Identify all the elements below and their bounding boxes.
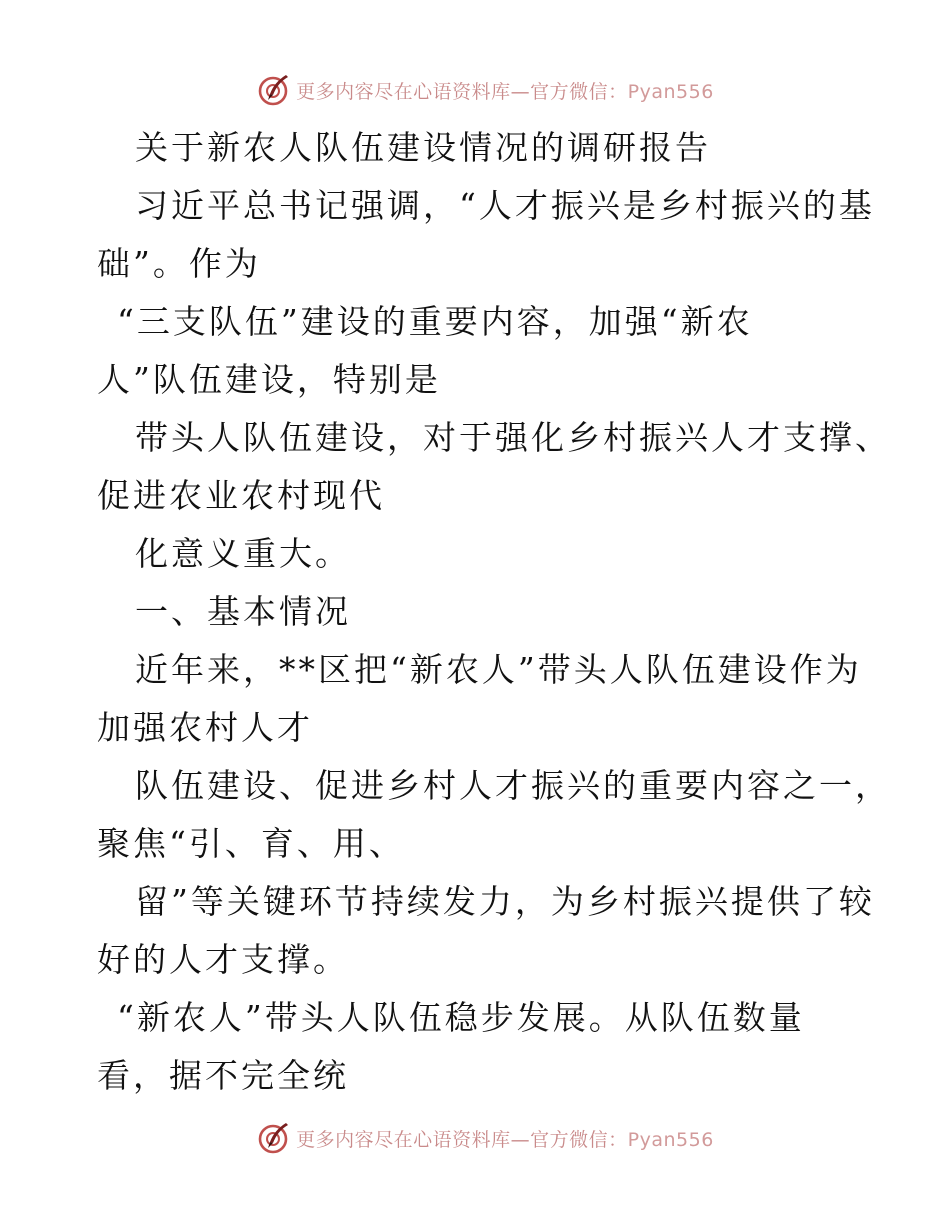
paragraph-line: 促进农业农村现代 bbox=[97, 476, 385, 515]
quill-logo-icon bbox=[256, 1120, 292, 1156]
paragraph-line: “三支队伍”建设的重要内容，加强“新农 bbox=[117, 302, 753, 341]
paragraph-line: 础”。作为 bbox=[97, 244, 261, 283]
footer-watermark bbox=[0, 1118, 950, 1158]
watermark-wechat-id: Pyan556 bbox=[627, 80, 714, 103]
watermark-text bbox=[296, 1125, 714, 1152]
paragraph-line: 人”队伍建设，特别是 bbox=[97, 360, 441, 399]
paragraph-line: 加强农村人才 bbox=[97, 708, 313, 747]
watermark-wechat-id: Pyan556 bbox=[627, 1128, 714, 1151]
watermark-group bbox=[256, 72, 714, 108]
paragraph-line: 近年来，**区把“新农人”带头人队伍建设作为 bbox=[135, 650, 862, 689]
paragraph-line: 留”等关键环节持续发力，为乡村振兴提供了较 bbox=[135, 882, 875, 921]
paragraph-line: 化意义重大。 bbox=[135, 534, 351, 573]
document-title: 关于新农人队伍建设情况的调研报告 bbox=[135, 128, 711, 167]
paragraph-line: 队伍建设、促进乡村人才振兴的重要内容之一， bbox=[135, 766, 891, 805]
paragraph-line: 带头人队伍建设，对于强化乡村振兴人才支撑、 bbox=[135, 418, 891, 457]
paragraph-line: 聚焦“引、育、用、 bbox=[97, 824, 405, 863]
watermark-text bbox=[296, 77, 714, 104]
section-heading: 一、基本情况 bbox=[135, 592, 351, 631]
quill-logo-icon bbox=[256, 72, 292, 108]
watermark-label: 更多内容尽在心语资料库—官方微信： bbox=[296, 80, 628, 103]
paragraph-line: 习近平总书记强调，“人才振兴是乡村振兴的基 bbox=[135, 186, 875, 225]
header-watermark bbox=[0, 70, 950, 110]
paragraph-line: 好的人才支撑。 bbox=[97, 940, 349, 979]
paragraph-line: “新农人”带头人队伍稳步发展。从队伍数量 bbox=[117, 998, 805, 1037]
watermark-label: 更多内容尽在心语资料库—官方微信： bbox=[296, 1128, 628, 1151]
paragraph-line: 看，据不完全统 bbox=[97, 1056, 349, 1095]
watermark-group bbox=[256, 1120, 714, 1156]
